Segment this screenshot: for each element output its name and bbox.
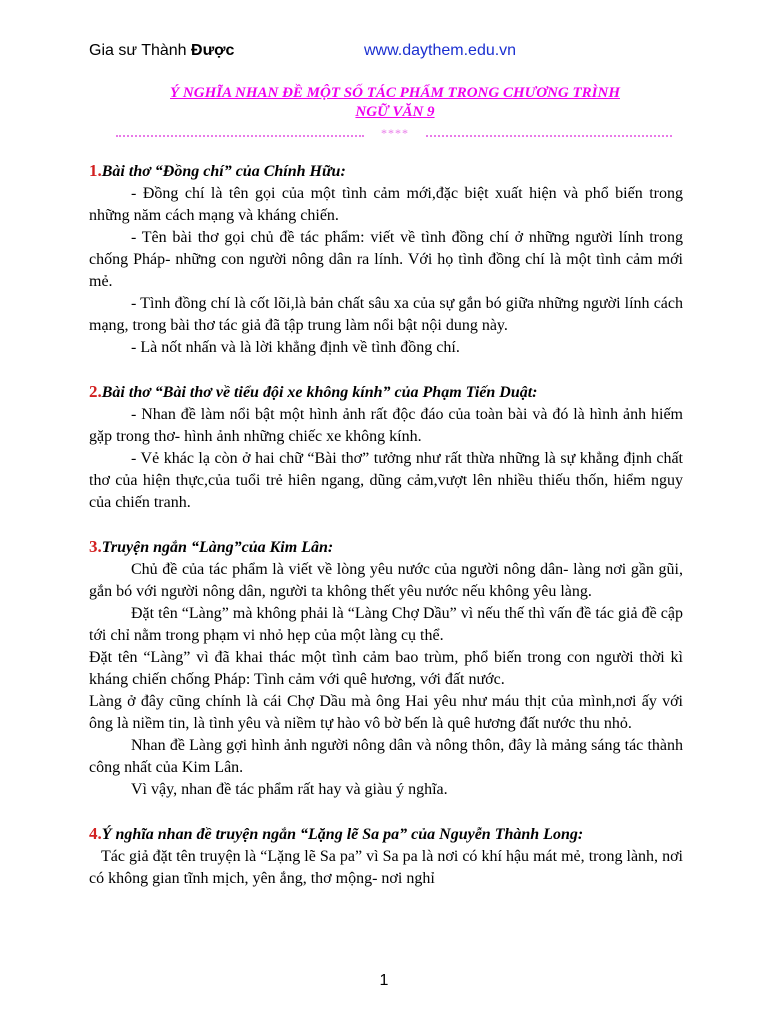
section-title: Bài thơ “Bài thơ về tiểu đội xe không kính” của Phạm Tiến Duật: [101, 384, 538, 401]
website-link[interactable]: www.daythem.edu.vn [364, 42, 517, 59]
spacer [89, 801, 683, 823]
section-1 [89, 160, 683, 359]
paragraph: - Là nốt nhấn và là lời khẳng định về tình đồng chí. [131, 339, 460, 356]
spacer [89, 514, 683, 536]
title-line-1: Ý NGHĨA NHAN ĐỀ MỘT SỐ TÁC PHẨM TRONG CHƯƠNG TRÌNH [170, 85, 620, 101]
paragraph: Tác giả đặt tên truyện là “Lặng lẽ Sa pa” vì Sa pa là nơi có khí hậu mát mẻ, trong lành, nơi có không gian tĩnh mịch, yên ắng, thơ mộng- nơi nghỉ [89, 848, 683, 887]
paragraph: Đặt tên “Làng” vì đã khai thác một tình cảm bao trùm, phổ biến trong con người thời kì kháng chiến chống Pháp: Tình cảm với quê hương, với đất nước. [89, 649, 683, 688]
spacer [89, 359, 683, 381]
section-4 [89, 823, 683, 890]
section-heading [89, 823, 683, 846]
divider-dots-left [116, 135, 364, 137]
paragraph: - Vẻ khác lạ còn ở hai chữ “Bài thơ” tưởng như rất thừa những là sự khẳng định chất thơ của hiện thực,của tuổi trẻ hiên ngang, dũng cảm,vượt lên nhiều thiếu thốn, hiểm nguy của chiến tranh. [89, 450, 683, 511]
document-title [100, 84, 690, 122]
paragraph: Chủ đề của tác phẩm là viết về lòng yêu nước của người nông dân- làng nơi gần gũi, gắn bó với người nông dân, người ta không thết yêu nước nếu không yêu làng. [89, 561, 683, 600]
section-heading [89, 160, 683, 183]
section-number: 2. [89, 382, 102, 401]
title-line-2: NGỮ VĂN 9 [355, 104, 435, 120]
section-heading [89, 381, 683, 404]
title-divider [116, 128, 672, 142]
paragraph: Vì vậy, nhan đề tác phẩm rất hay và giàu ý nghĩa. [131, 781, 448, 798]
section-heading [89, 536, 683, 559]
paragraph: - Tình đồng chí là cốt lõi,là bản chất sâu xa của sự gắn bó giữa những người lính cách mạng, trong bài thơ tác giả đã tập trung làm nổi bật nội dung này. [89, 295, 683, 334]
section-title: Truyện ngắn “Làng”của Kim Lân: [101, 539, 334, 556]
page-number: 1 [379, 972, 389, 989]
section-number: 3. [89, 537, 102, 556]
section-title: Bài thơ “Đồng chí” của Chính Hữu: [101, 163, 346, 180]
document-body [89, 160, 683, 890]
paragraph: Nhan đề Làng gợi hình ảnh người nông dân và nông thôn, đây là mảng sáng tác thành công nhất của Kim Lân. [89, 737, 683, 776]
author-name-bold: Được [191, 42, 235, 59]
header-author [89, 42, 234, 60]
paragraph: Làng ở đây cũng chính là cái Chợ Dầu mà ông Hai yêu như máu thịt của mình,nơi ấy với ông là niềm tin, là tình yêu và niềm tự hào vô bờ bến là quê hương đất nước thu nhỏ. [89, 693, 683, 732]
section-number: 4. [89, 824, 102, 843]
paragraph: Đặt tên “Làng” mà không phải là “Làng Chợ Dầu” vì nếu thế thì vấn đề tác giả đề cập tới chỉ nằm trong phạm vi nhỏ hẹp của một làng cụ thể. [89, 605, 683, 644]
section-2 [89, 381, 683, 514]
divider-dots-right [426, 135, 672, 137]
paragraph: - Đồng chí là tên gọi của một tình cảm mới,đặc biệt xuất hiện và phổ biến trong những năm cách mạng và kháng chiến. [89, 185, 683, 224]
section-number: 1. [89, 161, 102, 180]
section-3 [89, 536, 683, 801]
paragraph: - Nhan đề làm nổi bật một hình ảnh rất độc đáo của toàn bài và đó là hình ảnh hiếm gặp trong thơ- hình ảnh những chiếc xe không kính. [89, 406, 683, 445]
divider-stars: **** [381, 126, 409, 140]
paragraph: - Tên bài thơ gọi chủ đề tác phẩm: viết về tình đồng chí ở những người lính trong chống Pháp- những con người nông dân ra lính. Với họ tình đồng chí là một tình cảm mới mẻ. [89, 229, 683, 290]
section-title: Ý nghĩa nhan đề truyện ngắn “Lặng lẽ Sa pa” của Nguyễn Thành Long: [101, 826, 584, 843]
author-name: Gia sư Thành [89, 42, 192, 59]
